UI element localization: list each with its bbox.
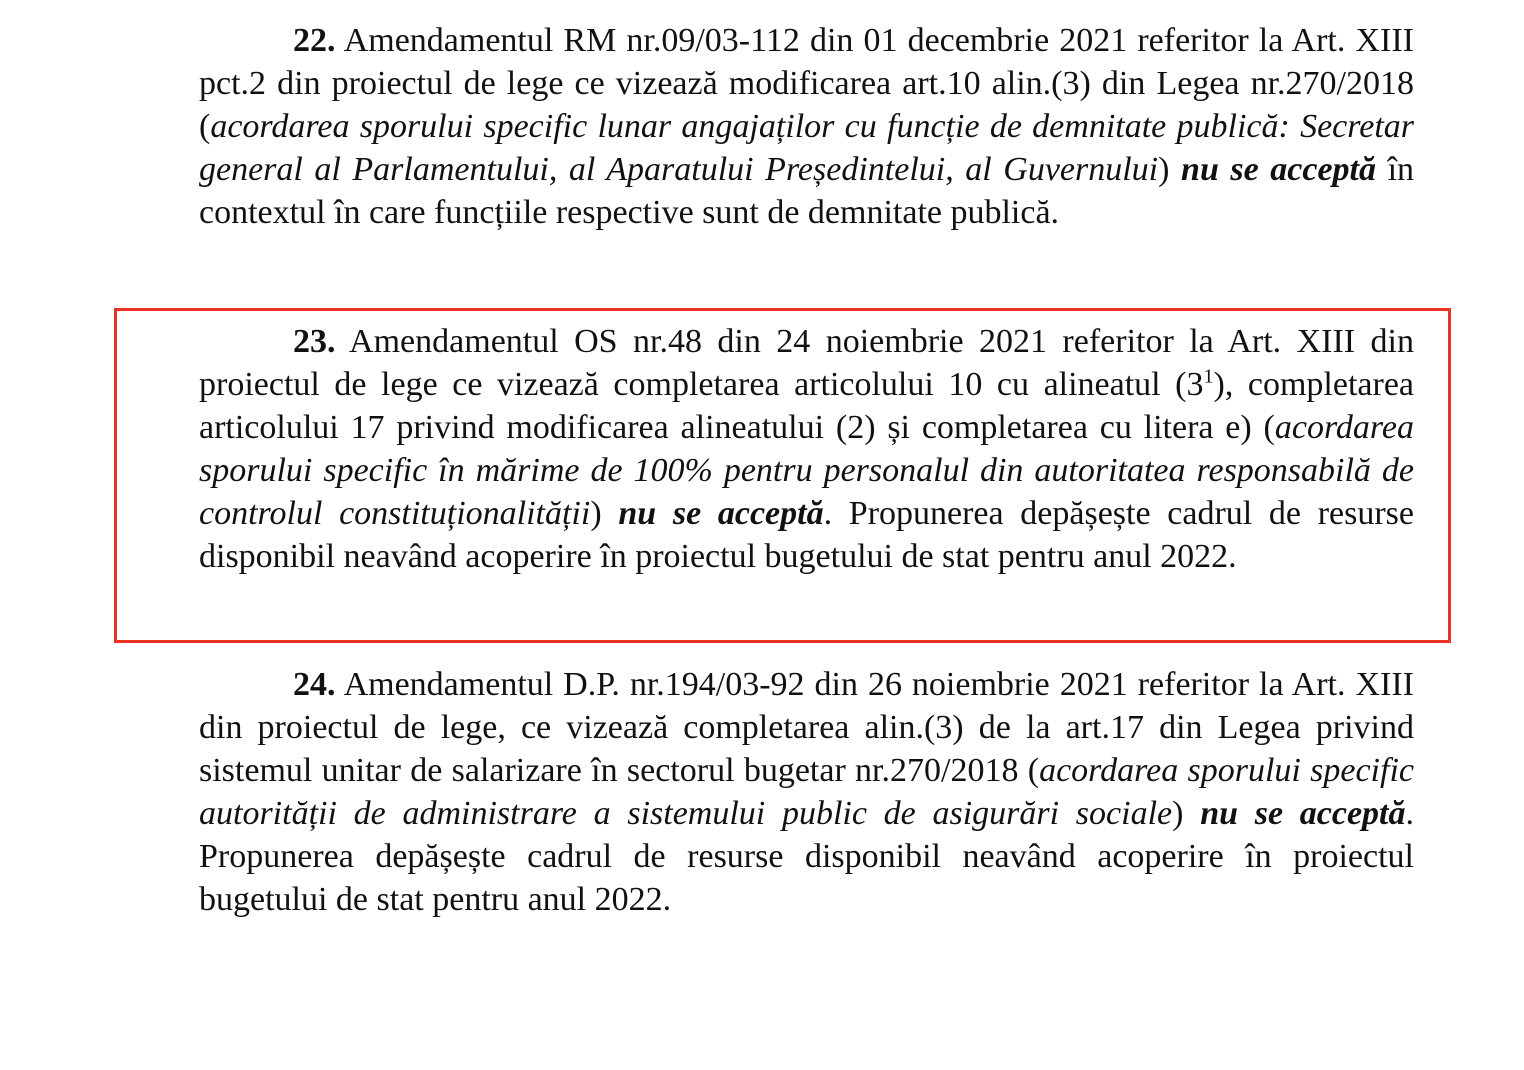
paragraph-close: ) xyxy=(1172,795,1201,832)
paragraph-italic-subject: acordarea sporului specific lunar angajaților cu funcție de demnitate publică: Secretar general al Parlamentului, al Aparatului Președintelui, al Guvernului xyxy=(199,108,1414,188)
paragraph-23 xyxy=(199,320,1414,578)
paragraph-intro: Amendamentul OS nr.48 din 24 noiembrie 2021 referitor la Art. XIII din proiectul de lege ce vizează completarea articolului 10 cu alineatul (3 xyxy=(199,323,1414,403)
paragraph-24 xyxy=(199,663,1414,921)
paragraph-close: ) xyxy=(590,495,619,532)
paragraph-22 xyxy=(199,19,1414,234)
paragraph-italic-subject: acordarea sporului specific autorității de administrare a sistemului public de asigurări sociale xyxy=(199,752,1414,832)
paragraph-number: 23. xyxy=(293,323,336,360)
paragraph-number: 22. xyxy=(293,22,336,59)
paragraph-number: 24. xyxy=(293,666,336,703)
paragraph-rest: . Propunerea depășește cadrul de resurse disponibil neavând acoperire în proiectul bugetului de stat pentru anul 2022. xyxy=(199,795,1415,918)
paragraph-verdict: nu se acceptă xyxy=(1200,795,1406,832)
paragraph-close: ) xyxy=(1158,151,1182,188)
paragraph-rest: în contextul în care funcțiile respective sunt de demnitate publică. xyxy=(199,151,1415,231)
paragraph-verdict: nu se acceptă xyxy=(618,495,824,532)
paragraph-intro: Amendamentul D.P. nr.194/03-92 din 26 noiembrie 2021 referitor la Art. XIII din proiectul de lege, ce vizează completarea alin.(3) de la art.17 din Legea privind sistemul unitar de salarizare în sectorul bugetar nr.270/2018 ( xyxy=(199,666,1414,789)
paragraph-verdict: nu se acceptă xyxy=(1181,151,1377,188)
paragraph-intro: Amendamentul RM nr.09/03-112 din 01 decembrie 2021 referitor la Art. XIII pct.2 din proiectul de lege ce vizează modificarea art.10 alin.(3) din Legea nr.270/2018 ( xyxy=(199,22,1414,145)
paragraph-rest: . Propunerea depășește cadrul de resurse disponibil neavând acoperire în proiectul bugetului de stat pentru anul 2022. xyxy=(199,495,1414,575)
paragraph-italic-subject: acordarea sporului specific în mărime de 100% pentru personalul din autoritatea responsabilă de controlul constituționalității xyxy=(199,409,1414,532)
paragraph-superscript: 1 xyxy=(1203,365,1214,388)
paragraph-intro-continued: ), completarea articolului 17 privind modificarea alineatului (2) și completarea cu litera e) ( xyxy=(199,366,1415,446)
